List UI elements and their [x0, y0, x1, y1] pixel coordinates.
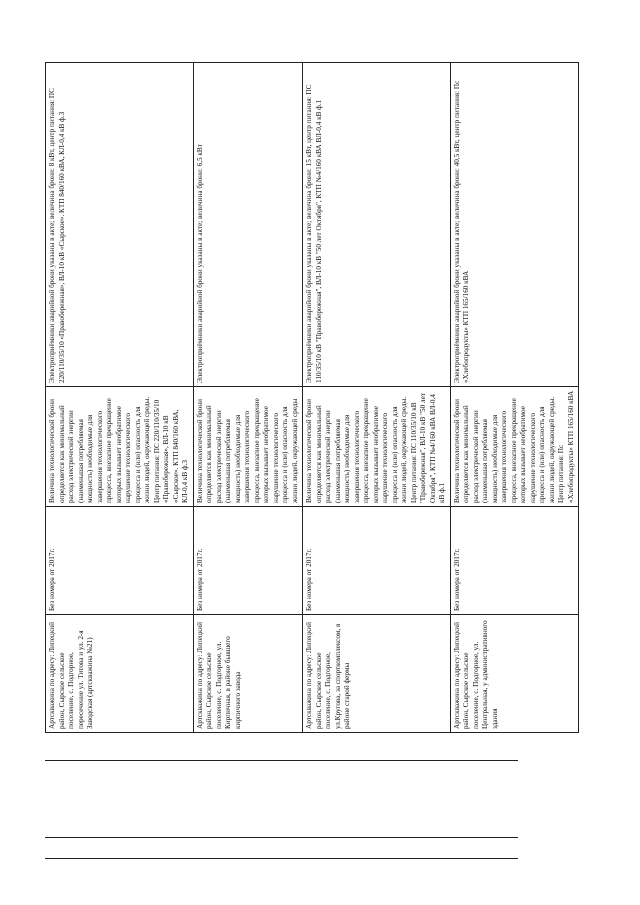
cell-address: Артскважина по адресу: Липецкий район, Сырское сельское поселение, с. Подгорное, ул.Кругова, за спорткомплексом, в районе старой фермы — [303, 615, 451, 733]
table-row — [450, 63, 579, 733]
table-row — [193, 63, 303, 733]
cell-number: Без номера от 2017г. — [303, 507, 451, 615]
cell-address: Артскважина по адресу: Липецкий район, Сырское сельское поселение, с. Подгорное, пересечение ул. Титова и ул. 2-я Заводская (артскважина №21) — [46, 615, 194, 733]
top-rule — [45, 760, 518, 761]
cell-emergency-reserve: Электроприёмники аварийной брони указаны в акте; величина брони: 15 кВт, центр питания: ПС 110/35/10 кВ "Правобережная", ВЛ-10 кВ "50 лет Октября", КТП №4/160 кВА ВЛ-0,4 кВ ф.1 — [303, 63, 451, 387]
cell-technological-reserve: Величина технологической брони определяется как минимальный расход электрической энергии (наименьшая потребляемая мощность) необходимые для завершения технологического процесса, внезапное прекращение которых вызывает необратимое нарушение технологического процесса и (или) опасность для жизни людей, окружающей среды. Центр питания: ПС 110/35/10 кВ "Правобережная", ВЛ-10 кВ "50 лет Октября", КТП №4/160 кВА ВЛ-0,4 кВ ф.1 — [303, 387, 451, 507]
cell-technological-reserve: Величина технологической брони определяется как минимальный расход электрической энергии (наименьшая потребляемая мощность) необходимые для завершения технологического процесса, внезапное прекращение которых вызывает необратимое нарушение технологического процесса и (или) опасность для жизни людей, окружающей среды — [193, 387, 303, 507]
cell-technological-reserve: Величина технологической брони определяется как минимальный расход электрической энергии (наименьшая потребляемая мощность) необходимые для завершения технологического процесса, внезапное прекращение которых вызывает необратимое нарушение технологического процесса и (или) опасность для жизни людей, окружающей среды. Центр питания: Пс «Хлебопродукты» КТП 165/160 кВА — [450, 387, 579, 507]
bottom-rule — [45, 858, 518, 859]
cell-address: Артскважина по адресу: Липецкий район, Сырское сельское поселение, с. Подгорное, ул. Кирпичная, в районе бывшего кирпичного завода — [193, 615, 303, 733]
reservation-table — [45, 62, 579, 733]
cell-number: Без номера от 2017г. — [450, 507, 579, 615]
table-row — [303, 63, 451, 733]
cell-emergency-reserve: Электроприёмники аварийной брони указаны в акте; величина брони: 6,5 кВт — [193, 63, 303, 387]
cell-number: Без номера от 2017г. — [46, 507, 194, 615]
table-row — [46, 63, 194, 733]
cell-address: Артскважина по адресу: Липецкий район, Сырское сельское поселение, с. Подгорное, ул. Центральная, у административного здания — [450, 615, 579, 733]
cell-number: Без номера от 2017г. — [193, 507, 303, 615]
cell-emergency-reserve: Электроприёмники аварийной брони указаны в акте; величина брони: 8 кВт, центр питания: ПС 220/110/35/10 «Правобережная», ВЛ-10 кВ «Сырское». КТП 840/160 кВА, КЛ-0,4 кВ ф.3 — [46, 63, 194, 387]
middle-rule — [45, 837, 518, 838]
cell-emergency-reserve: Электроприёмники аварийной брони указаны в акте; величина брони: 40,5 кВт, центр питания: Пс «Хлебопродукты» КТП 165/160 кВА — [450, 63, 579, 387]
cell-technological-reserve: Величина технологической брони определяется как минимальный расход электрической энергии (наименьшая потребляемая мощность) необходимые для завершения технологического процесса, внезапное прекращение которых вызывает необратимое нарушение технологического процесса и (или) опасность для жизни людей, окружающей среды. Центр питания: ПС 220/110/35/10 «Правобережная», ВЛ-10 кВ «Сырское». КТП 840/160 кВА, КЛ-0,4 кВ ф.3 — [46, 387, 194, 507]
rotated-table-wrapper — [45, 63, 575, 733]
